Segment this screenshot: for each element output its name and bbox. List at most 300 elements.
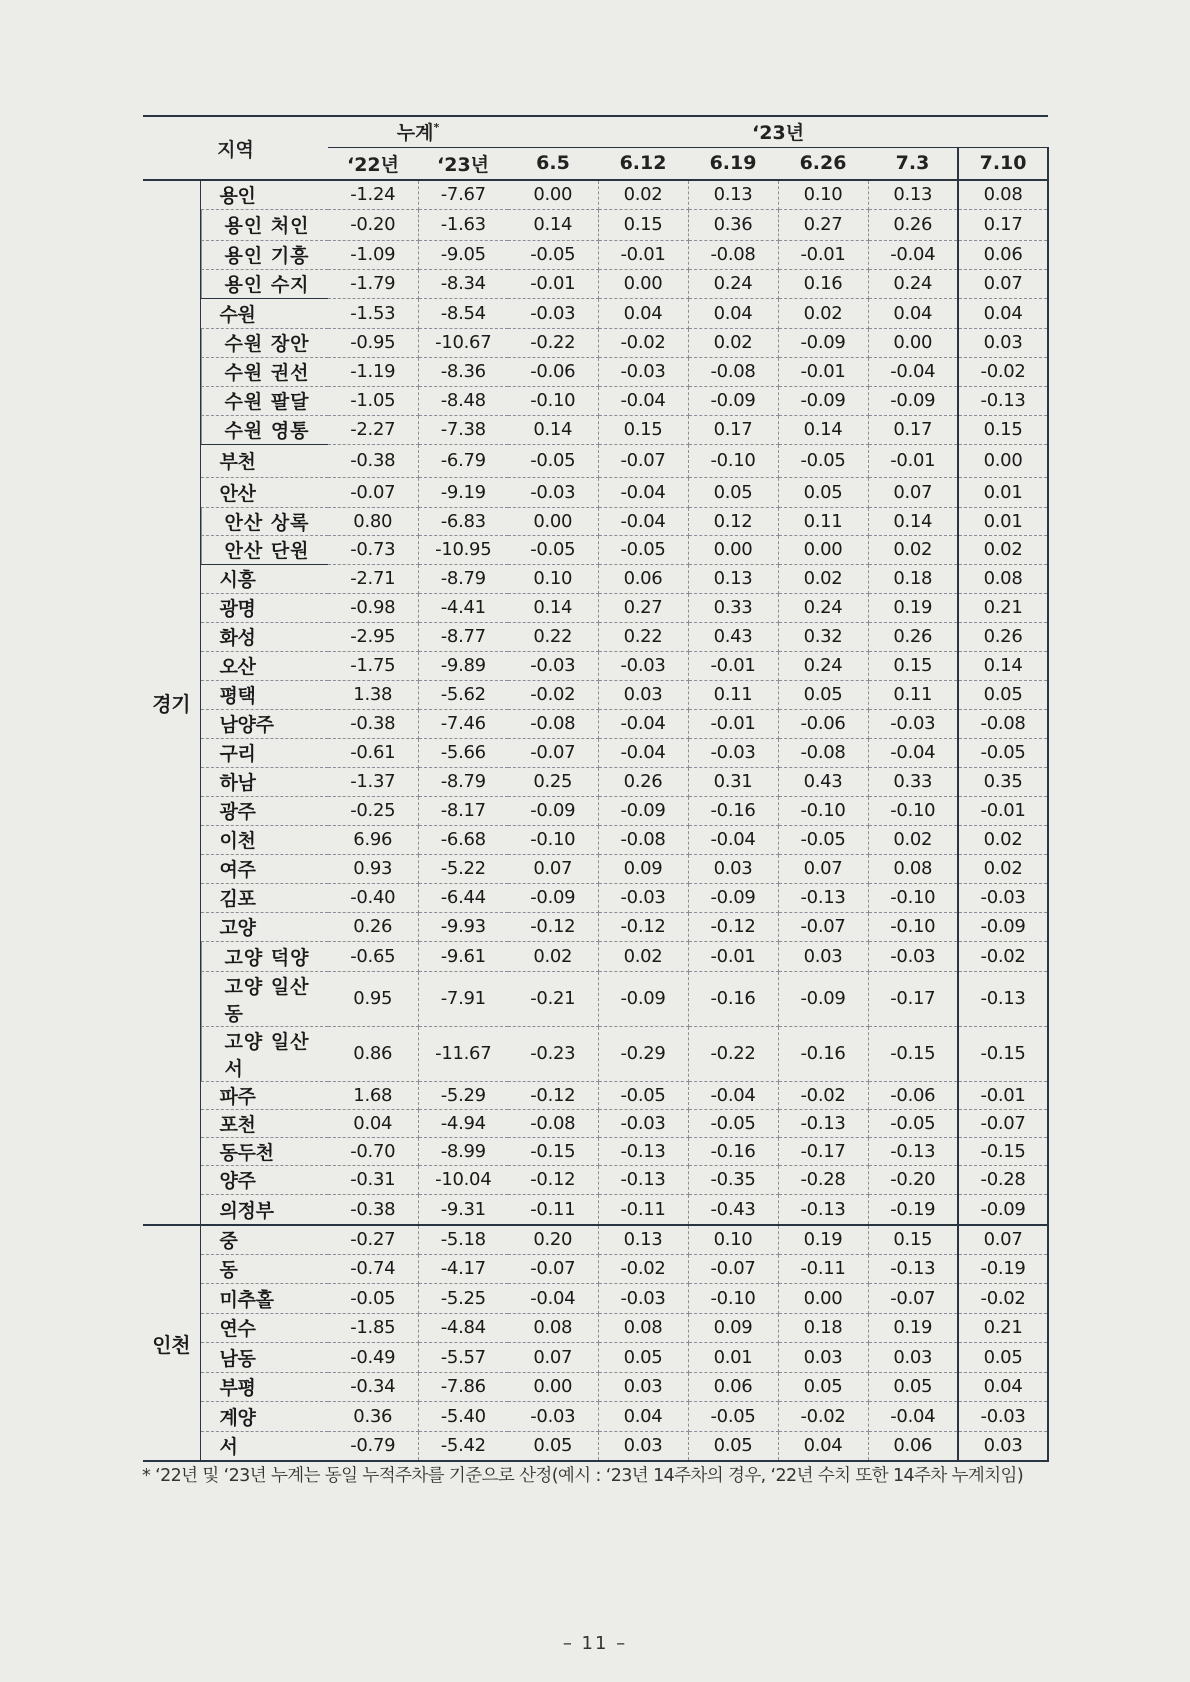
value-cell: 0.15 [598,209,688,240]
value-cell: -0.06 [778,709,868,738]
row-label: 수원 영통 [200,415,328,444]
value-cell: -0.12 [508,1081,598,1109]
value-cell: 0.00 [958,444,1048,477]
value-cell: 0.03 [868,1342,958,1372]
value-cell: 0.11 [778,507,868,535]
value-cell: -0.03 [508,298,598,328]
value-cell: -0.13 [778,1109,868,1137]
value-cell: 0.20 [508,1225,598,1254]
value-cell: 0.00 [508,1372,598,1401]
table-row [143,854,1048,883]
value-cell: -0.01 [868,444,958,477]
value-cell: -0.10 [508,386,598,415]
row-label: 동 [200,1254,328,1283]
value-cell: -9.93 [418,912,508,941]
value-cell: -9.89 [418,651,508,680]
value-cell: -0.23 [508,1026,598,1081]
region-label: 인천 [143,1225,200,1461]
value-cell: 0.02 [958,825,1048,854]
row-label: 연수 [200,1313,328,1342]
value-cell: 0.19 [868,1313,958,1342]
value-cell: -0.01 [778,357,868,386]
value-cell: 0.06 [958,240,1048,269]
value-cell: 1.68 [328,1081,418,1109]
value-cell: -0.34 [328,1372,418,1401]
value-cell: 0.05 [508,1431,598,1461]
table-row [143,415,1048,444]
value-cell: 0.04 [688,298,778,328]
table-body [143,180,1048,1461]
table-row [143,1401,1048,1431]
value-cell: -0.74 [328,1254,418,1283]
row-label: 양주 [200,1165,328,1194]
value-cell: 0.02 [508,941,598,971]
value-cell: -0.10 [688,1283,778,1313]
value-cell: -0.04 [688,825,778,854]
value-cell: -0.13 [868,1254,958,1283]
value-cell: -0.07 [958,1109,1048,1137]
value-cell: 0.27 [598,593,688,622]
value-cell: -0.07 [868,1283,958,1313]
value-cell: -0.38 [328,444,418,477]
value-cell: -0.22 [508,328,598,357]
value-cell: 0.03 [958,1431,1048,1461]
value-cell: -0.13 [958,386,1048,415]
value-cell: 0.15 [868,1225,958,1254]
value-cell: -0.01 [958,796,1048,825]
value-cell: -0.03 [508,477,598,507]
table-row [143,767,1048,796]
region-label: 경기 [143,180,200,1225]
value-cell: -8.17 [418,796,508,825]
value-cell: 0.25 [508,767,598,796]
table-row [143,912,1048,941]
value-cell: 0.04 [778,1431,868,1461]
value-cell: -0.06 [508,357,598,386]
col-23-header: ‘23년 [418,147,508,180]
value-cell: -0.19 [868,1194,958,1225]
value-cell: -7.38 [418,415,508,444]
value-cell: -1.79 [328,269,418,298]
value-cell: 0.17 [688,415,778,444]
table-row [143,298,1048,328]
row-label: 포천 [200,1109,328,1137]
value-cell: -6.68 [418,825,508,854]
value-cell: -0.07 [598,444,688,477]
value-cell: 0.15 [958,415,1048,444]
row-label: 안산 상록 [200,507,328,535]
value-cell: -0.38 [328,1194,418,1225]
row-label: 오산 [200,651,328,680]
value-cell: -8.34 [418,269,508,298]
value-cell: -0.04 [868,738,958,767]
region-header: 지역 [143,116,328,180]
value-cell: 0.07 [778,854,868,883]
value-cell: 0.00 [778,535,868,564]
value-cell: -0.10 [868,912,958,941]
value-cell: -0.28 [778,1165,868,1194]
value-cell: 0.02 [688,328,778,357]
row-label: 평택 [200,680,328,709]
value-cell: 0.02 [868,535,958,564]
value-cell: -8.36 [418,357,508,386]
value-cell: 0.93 [328,854,418,883]
value-cell: -0.01 [688,709,778,738]
value-cell: 0.11 [688,680,778,709]
value-cell: 0.03 [598,680,688,709]
value-cell: -8.48 [418,386,508,415]
value-cell: -9.61 [418,941,508,971]
value-cell: 0.04 [598,298,688,328]
value-cell: -5.62 [418,680,508,709]
value-cell: -0.04 [598,507,688,535]
value-cell: 0.18 [778,1313,868,1342]
row-label: 용인 처인 [200,209,328,240]
value-cell: -0.05 [778,825,868,854]
row-label: 안산 [200,477,328,507]
value-cell: -8.99 [418,1137,508,1165]
value-cell: -0.15 [508,1137,598,1165]
table-row [143,1254,1048,1283]
value-cell: 0.00 [688,535,778,564]
value-cell: 0.00 [508,180,598,209]
value-cell: -0.15 [958,1026,1048,1081]
value-cell: -0.04 [598,709,688,738]
value-cell: 0.02 [778,298,868,328]
value-cell: 0.09 [598,854,688,883]
value-cell: -1.05 [328,386,418,415]
value-cell: -0.02 [598,1254,688,1283]
value-cell: -0.21 [508,971,598,1026]
value-cell: 0.27 [778,209,868,240]
value-cell: 0.26 [868,209,958,240]
value-cell: -0.20 [868,1165,958,1194]
table-row [143,941,1048,971]
value-cell: 0.00 [778,1283,868,1313]
value-cell: -0.13 [598,1137,688,1165]
row-label: 고양 [200,912,328,941]
value-cell: -0.01 [958,1081,1048,1109]
value-cell: 0.15 [868,651,958,680]
value-cell: 0.02 [958,854,1048,883]
value-cell: -0.05 [598,1081,688,1109]
value-cell: -0.06 [868,1081,958,1109]
row-label: 광명 [200,593,328,622]
table-row [143,883,1048,912]
value-cell: -0.10 [688,444,778,477]
table-row [143,1342,1048,1372]
table-row [143,971,1048,1026]
value-cell: -10.67 [418,328,508,357]
value-cell: -0.08 [958,709,1048,738]
value-cell: 0.03 [688,854,778,883]
table-row [143,564,1048,593]
week-header: 6.5 [508,147,598,180]
value-cell: -6.83 [418,507,508,535]
value-cell: 0.02 [778,564,868,593]
table-row [143,1372,1048,1401]
value-cell: 0.43 [688,622,778,651]
row-label: 안산 단원 [200,535,328,564]
value-cell: 0.03 [598,1372,688,1401]
value-cell: 0.09 [688,1313,778,1342]
value-cell: 0.14 [508,415,598,444]
value-cell: -0.04 [508,1283,598,1313]
value-cell: 0.13 [688,564,778,593]
table-row [143,1313,1048,1342]
value-cell: -1.53 [328,298,418,328]
value-cell: -0.02 [958,941,1048,971]
value-cell: 0.26 [598,767,688,796]
row-label: 의정부 [200,1194,328,1225]
value-cell: -5.25 [418,1283,508,1313]
value-cell: 0.10 [508,564,598,593]
row-label: 고양 일산동 [200,971,328,1026]
value-cell: 0.17 [958,209,1048,240]
value-cell: 0.21 [958,593,1048,622]
value-cell: -0.25 [328,796,418,825]
value-cell: -0.05 [778,444,868,477]
value-cell: -0.02 [598,328,688,357]
value-cell: -1.19 [328,357,418,386]
value-cell: 0.07 [508,1342,598,1372]
value-cell: -0.65 [328,941,418,971]
table-row [143,386,1048,415]
value-cell: -2.27 [328,415,418,444]
row-label: 고양 덕양 [200,941,328,971]
table-row [143,507,1048,535]
value-cell: 0.14 [958,651,1048,680]
value-cell: -0.01 [598,240,688,269]
value-cell: -1.75 [328,651,418,680]
table-row [143,180,1048,209]
value-cell: -8.77 [418,622,508,651]
value-cell: 0.13 [868,180,958,209]
value-cell: -0.04 [868,357,958,386]
cumulative-header: 누계* [328,116,508,147]
value-cell: -0.08 [508,709,598,738]
value-cell: -0.16 [688,971,778,1026]
week-header-latest: 7.10 [958,147,1048,180]
value-cell: -0.03 [598,357,688,386]
value-cell: -0.28 [958,1165,1048,1194]
value-cell: 0.22 [508,622,598,651]
value-cell: 0.21 [958,1313,1048,1342]
value-cell: -9.31 [418,1194,508,1225]
table-row [143,240,1048,269]
value-cell: 0.14 [508,593,598,622]
value-cell: -0.08 [688,357,778,386]
value-cell: -0.10 [778,796,868,825]
value-cell: -0.04 [598,738,688,767]
table-row [143,622,1048,651]
value-cell: -0.04 [598,386,688,415]
value-cell: 0.35 [958,767,1048,796]
value-cell: 0.05 [958,1342,1048,1372]
value-cell: 0.05 [598,1342,688,1372]
value-cell: 0.13 [598,1225,688,1254]
value-cell: 0.24 [778,651,868,680]
value-cell: -7.91 [418,971,508,1026]
value-cell: 0.24 [778,593,868,622]
value-cell: -0.05 [328,1283,418,1313]
row-label: 하남 [200,767,328,796]
value-cell: 0.31 [688,767,778,796]
value-cell: -0.09 [508,883,598,912]
value-cell: -0.12 [508,912,598,941]
row-label: 계양 [200,1401,328,1431]
value-cell: 0.26 [328,912,418,941]
value-cell: -0.04 [868,240,958,269]
value-cell: -0.79 [328,1431,418,1461]
value-cell: -0.09 [958,1194,1048,1225]
row-label: 남동 [200,1342,328,1372]
value-cell: -0.10 [868,883,958,912]
value-cell: -0.03 [598,1109,688,1137]
value-cell: -0.38 [328,709,418,738]
value-cell: -0.03 [688,738,778,767]
value-cell: 0.33 [868,767,958,796]
page-number: – 11 – [562,1633,628,1654]
value-cell: 0.06 [598,564,688,593]
value-cell: -0.70 [328,1137,418,1165]
value-cell: -9.05 [418,240,508,269]
value-cell: -0.08 [688,240,778,269]
value-cell: -2.95 [328,622,418,651]
value-cell: -0.61 [328,738,418,767]
table-row [143,444,1048,477]
value-cell: 0.04 [598,1401,688,1431]
value-cell: 0.08 [598,1313,688,1342]
row-label: 구리 [200,738,328,767]
value-cell: 0.36 [328,1401,418,1431]
value-cell: -4.84 [418,1313,508,1342]
value-cell: 0.05 [688,1431,778,1461]
value-cell: -4.17 [418,1254,508,1283]
value-cell: -10.04 [418,1165,508,1194]
value-cell: -0.07 [328,477,418,507]
value-cell: -0.11 [508,1194,598,1225]
value-cell: -0.03 [868,709,958,738]
value-cell: 0.10 [688,1225,778,1254]
value-cell: 0.14 [508,209,598,240]
value-cell: 0.01 [688,1342,778,1372]
value-cell: -9.19 [418,477,508,507]
value-cell: -0.29 [598,1026,688,1081]
value-cell: 0.08 [958,564,1048,593]
value-cell: 0.02 [598,941,688,971]
value-cell: -0.49 [328,1342,418,1372]
value-cell: 0.00 [508,507,598,535]
value-cell: 0.02 [958,535,1048,564]
value-cell: -0.07 [778,912,868,941]
value-cell: -0.19 [958,1254,1048,1283]
value-cell: 0.05 [958,680,1048,709]
row-label: 남양주 [200,709,328,738]
row-label: 김포 [200,883,328,912]
value-cell: -0.15 [958,1137,1048,1165]
value-cell: -0.17 [868,971,958,1026]
value-cell: 0.03 [778,1342,868,1372]
value-cell: 0.05 [778,477,868,507]
value-cell: 0.86 [328,1026,418,1081]
value-cell: 0.04 [958,298,1048,328]
value-cell: -0.07 [508,738,598,767]
table-header [143,116,1048,180]
value-cell: -6.44 [418,883,508,912]
value-cell: -0.10 [508,825,598,854]
value-cell: -5.29 [418,1081,508,1109]
value-cell: -0.15 [868,1026,958,1081]
value-cell: -0.12 [688,912,778,941]
value-cell: 0.08 [508,1313,598,1342]
value-cell: -0.35 [688,1165,778,1194]
table-row [143,680,1048,709]
row-label: 중 [200,1225,328,1254]
value-cell: 0.22 [598,622,688,651]
table-row [143,209,1048,240]
row-label: 수원 [200,298,328,328]
value-cell: -0.01 [688,651,778,680]
row-label: 용인 [200,180,328,209]
table-row [143,1137,1048,1165]
value-cell: -0.05 [688,1401,778,1431]
value-cell: -0.20 [328,209,418,240]
value-cell: -0.16 [688,796,778,825]
value-cell: -0.03 [508,1401,598,1431]
value-cell: -0.43 [688,1194,778,1225]
value-cell: -0.13 [778,1194,868,1225]
value-cell: -0.13 [868,1137,958,1165]
value-cell: -0.05 [508,240,598,269]
table-row [143,328,1048,357]
value-cell: -7.46 [418,709,508,738]
value-cell: -1.85 [328,1313,418,1342]
row-label: 부평 [200,1372,328,1401]
value-cell: -1.09 [328,240,418,269]
value-cell: 0.17 [868,415,958,444]
value-cell: -0.09 [688,883,778,912]
value-cell: -0.17 [778,1137,868,1165]
value-cell: -0.98 [328,593,418,622]
row-label: 부천 [200,444,328,477]
value-cell: -0.07 [688,1254,778,1283]
value-cell: -0.03 [598,883,688,912]
value-cell: -0.04 [598,477,688,507]
row-label: 수원 장안 [200,328,328,357]
value-cell: -0.12 [598,912,688,941]
week-header: 7.3 [868,147,958,180]
value-cell: 0.26 [958,622,1048,651]
value-cell: -5.66 [418,738,508,767]
value-cell: -0.05 [868,1109,958,1137]
row-label: 수원 팔달 [200,386,328,415]
row-label: 광주 [200,796,328,825]
value-cell: -0.05 [508,444,598,477]
table-row [143,1109,1048,1137]
value-cell: 0.04 [328,1109,418,1137]
row-label: 시흥 [200,564,328,593]
table-row [143,1165,1048,1194]
value-cell: -0.09 [778,328,868,357]
value-cell: 0.11 [868,680,958,709]
value-cell: -0.02 [778,1081,868,1109]
value-cell: -0.09 [958,912,1048,941]
value-cell: -0.05 [958,738,1048,767]
table-row [143,709,1048,738]
value-cell: -5.57 [418,1342,508,1372]
value-cell: -7.86 [418,1372,508,1401]
